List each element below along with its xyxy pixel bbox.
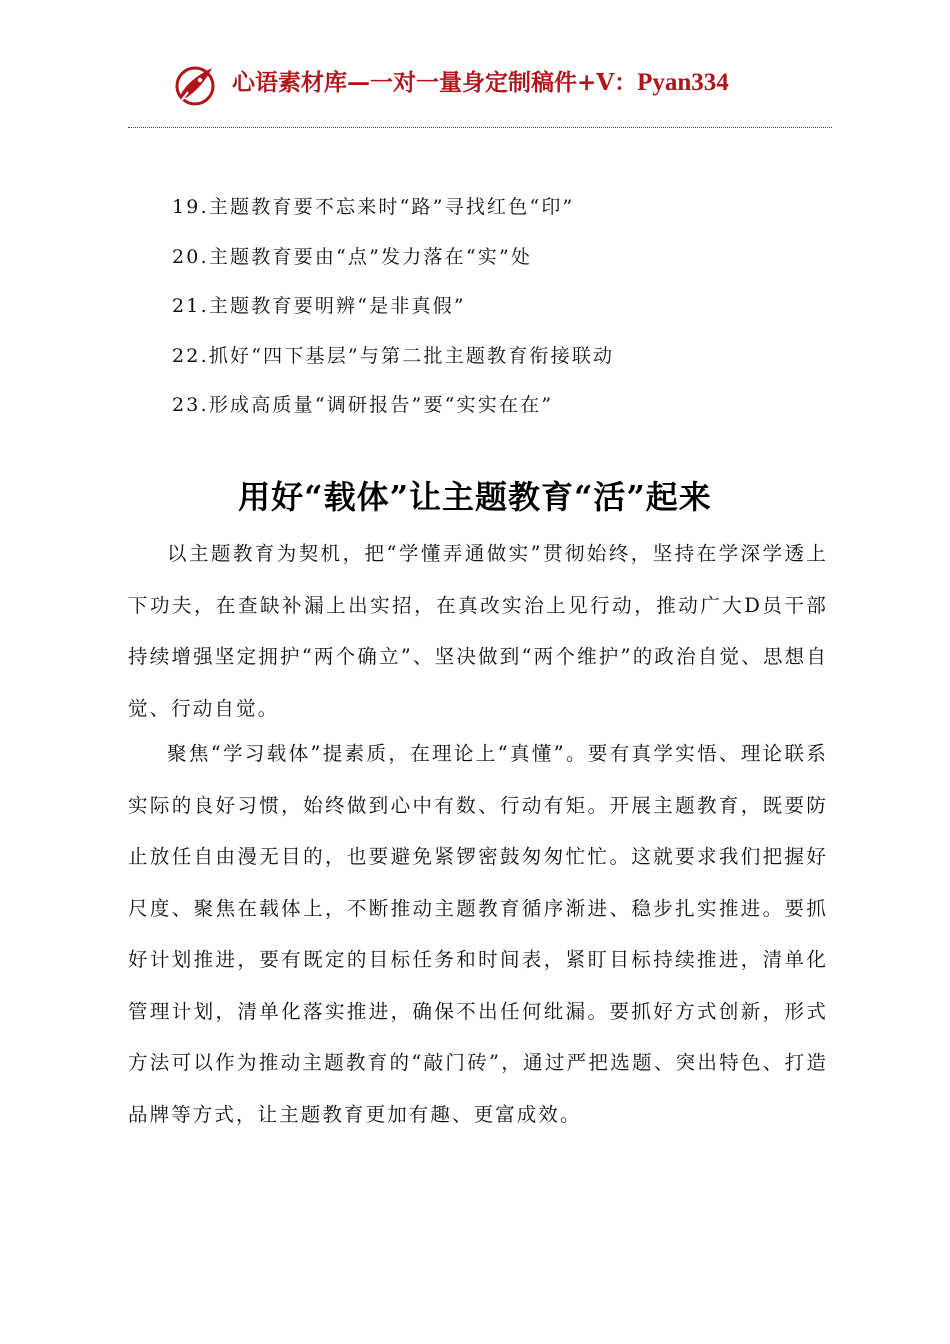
header-title xyxy=(232,66,729,100)
page-header xyxy=(0,52,950,112)
brand-name: 心语素材库 xyxy=(232,69,347,96)
list-item: 20.主题教育要由“点”发力落在“实”处 xyxy=(172,245,533,268)
article-title: 用好“载体”让主题教育“活”起来 xyxy=(238,478,712,516)
header-divider xyxy=(128,127,832,128)
article-paragraph: 聚焦“学习载体”提素质，在理论上“真懂”。要有真学实悟、理论联系实际的良好习惯，始终做到心中有数、行动有矩。开展主题教育，既要防止放任自由漫无目的，也要避免紧锣密鼓匆匆忙忙。这就要求我们把握好尺度、聚焦在载体上，不断推动主题教育循序渐进、稳步扎实推进。要抓好计划推进，要有既定的目标任务和时间表，紧盯目标持续推进，清单化管理计划，清单化落实推进，确保不出任何纰漏。要抓好方式创新，形式方法可以作为推动主题教育的“敲门砖”，通过严把选题、突出特色、打造品牌等方式，让主题教育更加有趣、更富成效。 xyxy=(128,742,828,1126)
header-dash: — xyxy=(347,69,370,96)
pen-nib-logo-icon xyxy=(172,62,218,108)
list-item: 21.主题教育要明辨“是非真假” xyxy=(172,295,466,317)
header-contact: Pyan334 xyxy=(637,69,729,96)
list-item: 19.主题教育要不忘来时“路”寻找红色“印” xyxy=(172,196,575,218)
article-paragraph: 以主题教育为契机，把“学懂弄通做实”贯彻始终，坚持在学深学透上下功夫，在查缺补漏上出实招，在真改实治上见行动，推动广大D员干部持续增强坚定拥护“两个确立”、坚决做到“两个维护”的政治自觉、思想自觉、行动自觉。 xyxy=(128,542,828,720)
list-item: 23.形成高质量“调研报告”要“实实在在” xyxy=(172,394,554,416)
list-item: 22.抓好“四下基层”与第二批主题教育衔接联动 xyxy=(172,344,615,367)
header-tagline: 一对一量身定制稿件+V： xyxy=(370,69,638,96)
outline-list xyxy=(172,183,614,431)
